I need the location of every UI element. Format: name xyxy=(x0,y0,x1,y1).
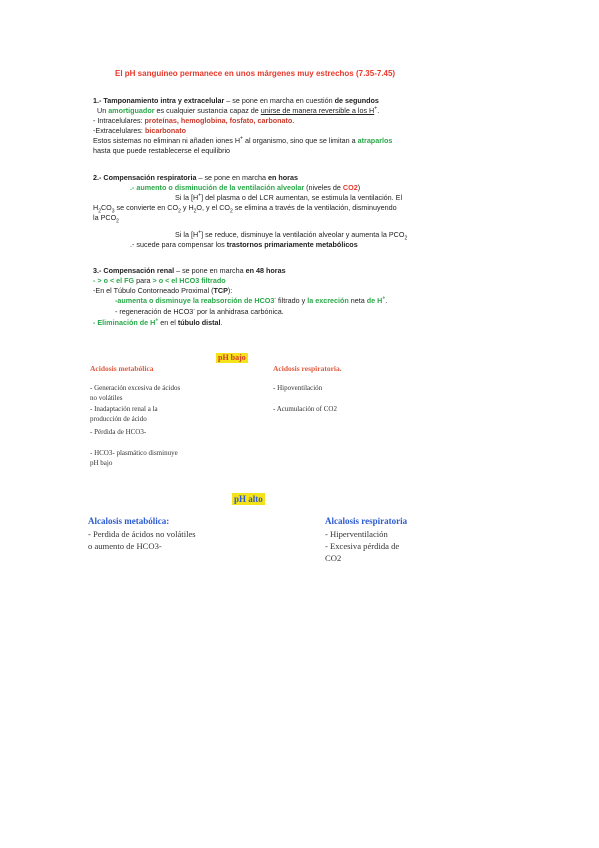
subscript: 2 xyxy=(98,208,101,215)
text: Un xyxy=(97,106,109,115)
superscript: + xyxy=(374,105,378,112)
section-2-time: en horas xyxy=(267,173,298,182)
subscript: 3 xyxy=(111,208,115,215)
text: -En el Túbulo Contorneado Proximal ( xyxy=(93,286,214,295)
text: . xyxy=(220,318,223,327)
text: la PCO xyxy=(93,213,117,222)
list-item: producción de ácido xyxy=(90,415,147,423)
list-item: - Hipoventilación xyxy=(273,384,323,392)
section-1-time: de segundos xyxy=(334,96,379,105)
section-2-line xyxy=(93,213,119,223)
superscript: + xyxy=(155,317,159,324)
section-1-heading xyxy=(93,96,379,106)
metabolic-disorders: trastornos primariamente metabólicos xyxy=(226,240,358,249)
text: -Extracelulares: xyxy=(93,126,145,135)
subscript: 2 xyxy=(229,208,233,215)
text: (niveles de xyxy=(304,183,343,192)
superscript: + xyxy=(382,295,386,302)
subscript: 2 xyxy=(178,208,181,215)
section-3-time: en 48 horas xyxy=(245,266,286,275)
acidosis-respiratoria-title: Acidosis respiratoria. xyxy=(273,364,342,373)
term-excrecion: la excreción xyxy=(307,296,349,305)
text: Si la [H xyxy=(175,230,199,239)
list-item: no volátiles xyxy=(90,394,123,402)
superscript: + xyxy=(240,135,243,142)
section-3-line xyxy=(115,296,387,306)
co2-label: CO2 xyxy=(342,183,358,192)
acidosis-metabolica-title: Acidosis metabólica xyxy=(90,364,154,373)
list-item: - Acumulación of CO2 xyxy=(273,405,337,413)
intracellular-list: proteínas, hemoglobina, fosfato, carbonato. xyxy=(144,116,295,125)
section-2-line xyxy=(175,230,407,240)
term-eliminacion: - Eliminación de H xyxy=(93,318,156,327)
list-item: - HCO3- plasmático disminuye xyxy=(90,449,178,457)
section-2-line xyxy=(175,193,402,203)
tubulo-distal: túbulo distal xyxy=(177,318,221,327)
section-2-line xyxy=(93,203,397,213)
list-item: o aumento de HCO3- xyxy=(88,541,162,551)
list-item: - Inadaptación renal a la xyxy=(90,405,158,413)
reabsorption-change: -aumenta o disminuye la reabsorción de HCO3 xyxy=(115,296,275,305)
section-2-title: 2.- Compensación respiratoria xyxy=(93,173,197,182)
term-atraparlos: atraparlos xyxy=(357,136,393,145)
text: - Intracelulares: xyxy=(93,116,145,125)
term-h: de H xyxy=(366,296,383,305)
fg-change: - > o < el FG xyxy=(93,276,135,285)
superscript: + xyxy=(198,192,202,199)
text: ] se reduce, disminuye la ventilación alveolar y aumenta la PCO xyxy=(201,230,405,239)
text: se convierte en CO xyxy=(114,203,179,212)
text: para xyxy=(134,276,153,285)
text: . xyxy=(385,296,388,305)
text: O, y el CO xyxy=(196,203,230,212)
section-3-line xyxy=(93,286,232,296)
section-2-heading xyxy=(93,173,298,183)
ph-bajo-label: pH bajo xyxy=(218,353,246,362)
subscript: 2 xyxy=(116,218,119,225)
text: ] del plasma o del LCR aumentan, se estimula la ventilación. El xyxy=(201,193,403,202)
text: se elimina a través de la ventilación, disminuyendo xyxy=(232,203,397,212)
text: al organismo, sino que se limitan a xyxy=(242,136,358,145)
section-1-line xyxy=(93,116,294,126)
section-1-title: 1.- Tamponamiento intra y extracelular xyxy=(93,96,225,105)
text: ): xyxy=(227,286,233,295)
section-1-title-tail: – se pone en marcha en cuestión xyxy=(224,96,335,105)
list-item: - Generación excesiva de ácidos xyxy=(90,384,181,392)
list-item: CO2 xyxy=(325,553,342,563)
list-item: pH bajo xyxy=(90,459,113,467)
list-item: - Excesiva pérdida de xyxy=(325,541,400,551)
extracellular-item: bicarbonato xyxy=(144,126,187,135)
section-2-line xyxy=(130,183,360,193)
section-1-line: hasta que puede restablecerse el equilibrio xyxy=(93,146,231,155)
text: H xyxy=(93,203,99,212)
text: y H xyxy=(180,203,194,212)
text: .- xyxy=(130,183,137,192)
tcp-abbrev: TCP xyxy=(213,286,228,295)
text: - regeneración de HCO3 xyxy=(115,307,194,316)
text: .- sucede para compensar los xyxy=(130,240,227,249)
list-item: - Pérdida de HCO3- xyxy=(90,428,147,436)
section-2-title-tail: – se pone en marcha xyxy=(196,173,268,182)
superscript: + xyxy=(198,229,202,236)
subscript: 2 xyxy=(404,235,408,242)
text: por la anhidrasa carbónica. xyxy=(194,307,284,316)
alcalosis-metabolica-title: Alcalosis metabólica: xyxy=(88,516,170,526)
list-item: - Hiperventilación xyxy=(325,529,388,539)
section-1-line xyxy=(97,106,379,116)
term-amortiguador: amortiguador xyxy=(108,106,155,115)
section-3-title: 3.- Compensación renal xyxy=(93,266,175,275)
list-item: - Perdida de ácidos no volátiles xyxy=(88,529,196,539)
subscript: 2 xyxy=(193,208,197,215)
section-3-heading xyxy=(93,266,286,276)
text: es cualquier sustancia capaz de xyxy=(154,106,261,115)
text: filtrado y xyxy=(276,296,308,305)
text: neta xyxy=(348,296,367,305)
text: ) xyxy=(357,183,361,192)
alcalosis-respiratoria-title: Alcalosis respiratoria xyxy=(325,516,408,526)
section-3-title-tail: – se pone en marcha xyxy=(174,266,246,275)
section-1-line xyxy=(93,126,186,136)
ph-alto-label: pH alto xyxy=(234,494,263,504)
superscript: - xyxy=(193,306,195,313)
text: CO xyxy=(100,203,112,212)
section-3-line xyxy=(93,276,226,286)
section-3-line xyxy=(115,307,284,317)
section-2-line xyxy=(130,240,358,250)
text: en el xyxy=(158,318,178,327)
superscript: - xyxy=(274,295,277,302)
underlined-text: unirse de manera reversible a los H xyxy=(260,106,375,115)
page-title: El pH sanguíneo permanece en unos márgenes muy estrechos (7.35-7.45) xyxy=(115,69,396,78)
text: . xyxy=(377,106,380,115)
ventilation-change: aumento o disminución de la ventilación alveolar xyxy=(136,183,305,192)
text: Estos sistemas no eliminan ni añaden iones H xyxy=(93,136,241,145)
section-1-line xyxy=(93,136,392,146)
text: Si la [H xyxy=(175,193,199,202)
section-3-line xyxy=(93,318,223,328)
hco3-change: > o < el HCO3 filtrado xyxy=(152,276,226,285)
